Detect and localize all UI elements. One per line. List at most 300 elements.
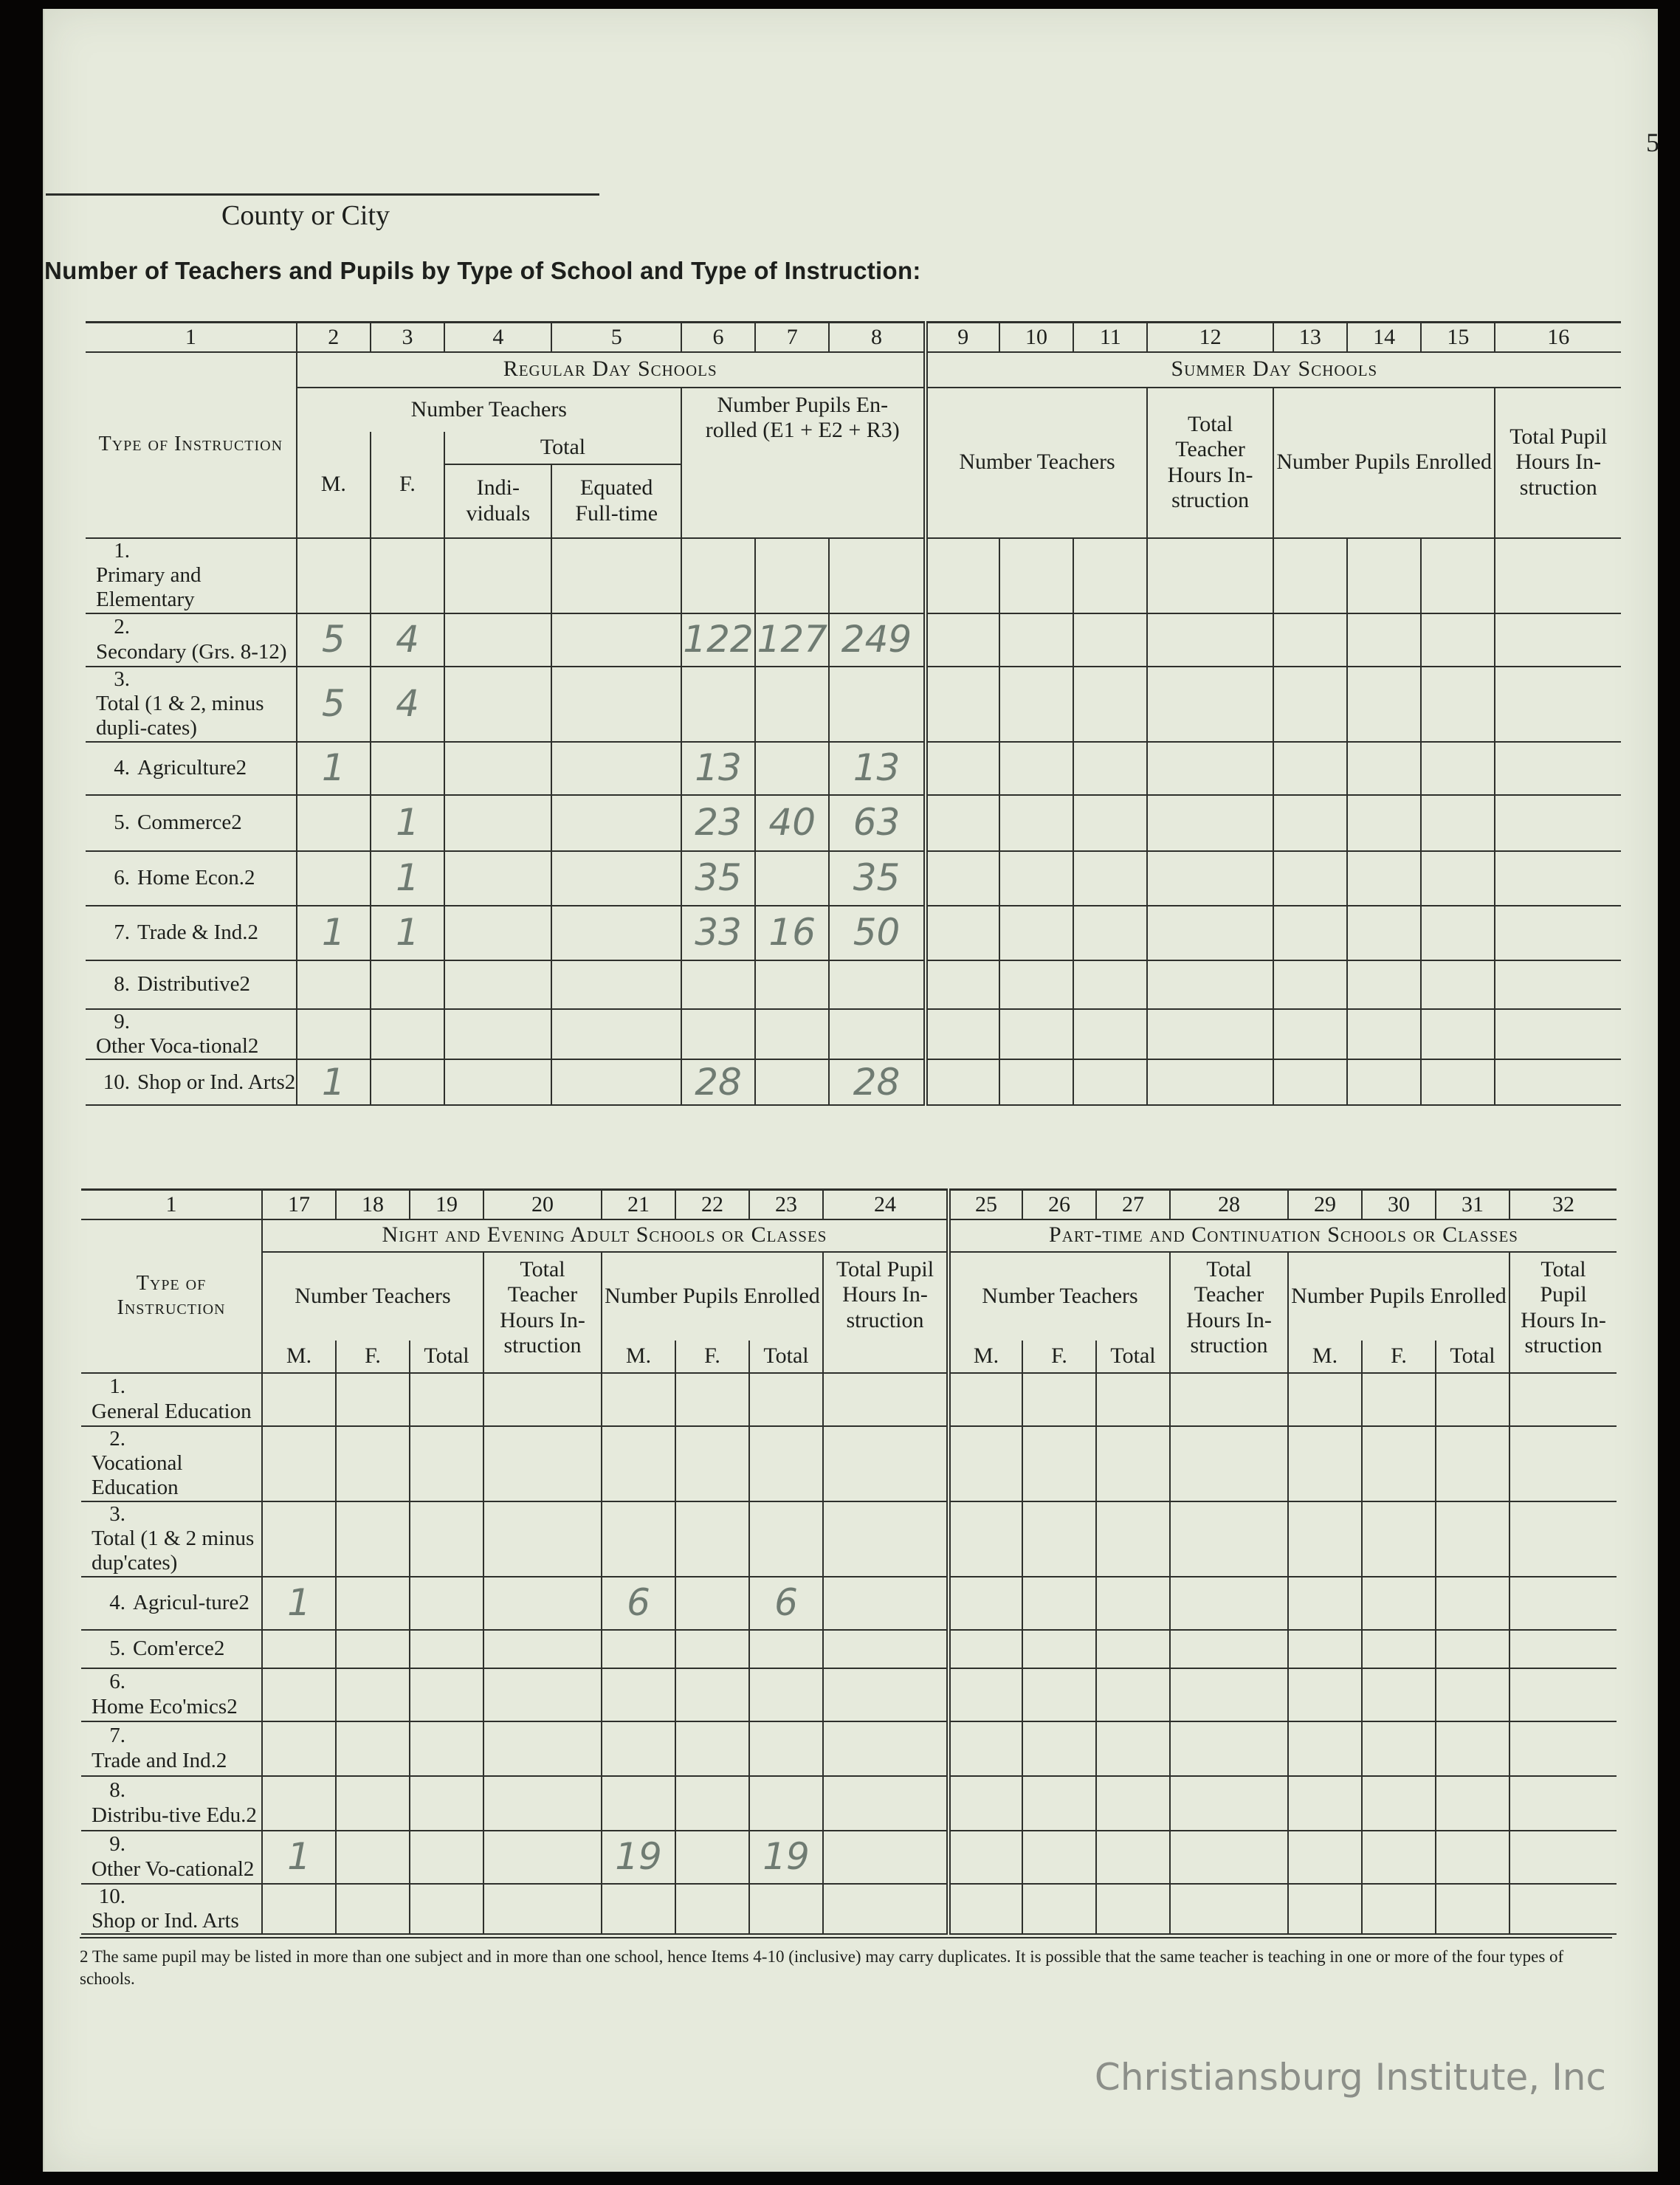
entry-cell[interactable]: [602, 1776, 675, 1831]
entry-cell[interactable]: [675, 1776, 749, 1831]
entry-cell[interactable]: [297, 851, 371, 906]
entry-cell[interactable]: [444, 851, 551, 906]
entry-cell[interactable]: [999, 851, 1073, 906]
entry-cell[interactable]: [1362, 1630, 1436, 1668]
entry-cell[interactable]: [551, 1009, 681, 1060]
entry-cell[interactable]: [371, 1009, 444, 1060]
entry-cell[interactable]: [1421, 851, 1495, 906]
entry-cell[interactable]: [926, 539, 999, 613]
entry-cell[interactable]: [1022, 1668, 1096, 1721]
entry-cell[interactable]: [949, 1373, 1022, 1426]
entry-cell[interactable]: [483, 1577, 602, 1630]
entry-cell[interactable]: [1495, 960, 1621, 1009]
entry-cell[interactable]: [410, 1884, 483, 1935]
entry-cell[interactable]: [297, 1059, 371, 1105]
entry-cell[interactable]: [1421, 1059, 1495, 1105]
entry-cell[interactable]: [681, 960, 755, 1009]
entry-cell[interactable]: [1073, 613, 1147, 667]
entry-cell[interactable]: [926, 795, 999, 851]
entry-cell[interactable]: [1362, 1721, 1436, 1776]
entry-cell[interactable]: [1147, 960, 1273, 1009]
entry-cell[interactable]: [926, 1059, 999, 1105]
entry-cell[interactable]: [1288, 1630, 1362, 1668]
entry-cell[interactable]: [1347, 906, 1421, 960]
entry-cell[interactable]: [1495, 539, 1621, 613]
entry-cell[interactable]: [1495, 613, 1621, 667]
entry-cell[interactable]: [681, 1059, 755, 1105]
entry-cell[interactable]: [949, 1426, 1022, 1501]
entry-cell[interactable]: [1495, 742, 1621, 795]
entry-cell[interactable]: [262, 1668, 336, 1721]
entry-cell[interactable]: [1022, 1577, 1096, 1630]
entry-cell[interactable]: [681, 539, 755, 613]
entry-cell[interactable]: [1022, 1373, 1096, 1426]
entry-cell[interactable]: [1170, 1630, 1288, 1668]
entry-cell[interactable]: [1170, 1668, 1288, 1721]
entry-cell[interactable]: [1288, 1501, 1362, 1577]
entry-cell[interactable]: [829, 539, 925, 613]
entry-cell[interactable]: [1362, 1577, 1436, 1630]
entry-cell[interactable]: [1509, 1373, 1617, 1426]
entry-cell[interactable]: [823, 1721, 949, 1776]
entry-cell[interactable]: [483, 1668, 602, 1721]
entry-cell[interactable]: [1096, 1577, 1170, 1630]
entry-cell[interactable]: [297, 1009, 371, 1060]
entry-cell[interactable]: [1273, 613, 1347, 667]
entry-cell[interactable]: [1288, 1577, 1362, 1630]
entry-cell[interactable]: [755, 1059, 829, 1105]
entry-cell[interactable]: [410, 1630, 483, 1668]
entry-cell[interactable]: [1022, 1501, 1096, 1577]
entry-cell[interactable]: [1273, 742, 1347, 795]
entry-cell[interactable]: [1022, 1776, 1096, 1831]
entry-cell[interactable]: [262, 1373, 336, 1426]
entry-cell[interactable]: [1073, 906, 1147, 960]
entry-cell[interactable]: [602, 1831, 675, 1884]
entry-cell[interactable]: [1170, 1426, 1288, 1501]
entry-cell[interactable]: [1073, 539, 1147, 613]
entry-cell[interactable]: [1509, 1721, 1617, 1776]
entry-cell[interactable]: [675, 1373, 749, 1426]
entry-cell[interactable]: [297, 742, 371, 795]
entry-cell[interactable]: [410, 1721, 483, 1776]
entry-cell[interactable]: [1147, 742, 1273, 795]
entry-cell[interactable]: [926, 851, 999, 906]
entry-cell[interactable]: [1362, 1831, 1436, 1884]
entry-cell[interactable]: [999, 539, 1073, 613]
entry-cell[interactable]: [823, 1630, 949, 1668]
entry-cell[interactable]: [336, 1668, 410, 1721]
entry-cell[interactable]: [1273, 795, 1347, 851]
entry-cell[interactable]: [1436, 1831, 1509, 1884]
entry-cell[interactable]: [1073, 667, 1147, 742]
entry-cell[interactable]: [1096, 1831, 1170, 1884]
entry-cell[interactable]: [1347, 1059, 1421, 1105]
entry-cell[interactable]: [371, 960, 444, 1009]
entry-cell[interactable]: [483, 1831, 602, 1884]
entry-cell[interactable]: [262, 1577, 336, 1630]
entry-cell[interactable]: [823, 1501, 949, 1577]
entry-cell[interactable]: [410, 1373, 483, 1426]
entry-cell[interactable]: [829, 960, 925, 1009]
entry-cell[interactable]: [749, 1630, 823, 1668]
entry-cell[interactable]: [829, 742, 925, 795]
entry-cell[interactable]: [749, 1577, 823, 1630]
entry-cell[interactable]: [926, 613, 999, 667]
entry-cell[interactable]: [926, 960, 999, 1009]
entry-cell[interactable]: [1436, 1577, 1509, 1630]
entry-cell[interactable]: [262, 1501, 336, 1577]
entry-cell[interactable]: [681, 667, 755, 742]
entry-cell[interactable]: [1495, 1059, 1621, 1105]
entry-cell[interactable]: [675, 1884, 749, 1935]
entry-cell[interactable]: [602, 1373, 675, 1426]
entry-cell[interactable]: [755, 960, 829, 1009]
entry-cell[interactable]: [1096, 1884, 1170, 1935]
entry-cell[interactable]: [336, 1884, 410, 1935]
entry-cell[interactable]: [1147, 1009, 1273, 1060]
entry-cell[interactable]: [551, 851, 681, 906]
entry-cell[interactable]: [1273, 960, 1347, 1009]
entry-cell[interactable]: [1273, 1059, 1347, 1105]
entry-cell[interactable]: [1147, 851, 1273, 906]
entry-cell[interactable]: [336, 1831, 410, 1884]
entry-cell[interactable]: [483, 1884, 602, 1935]
entry-cell[interactable]: [926, 742, 999, 795]
entry-cell[interactable]: [336, 1630, 410, 1668]
entry-cell[interactable]: [444, 1009, 551, 1060]
entry-cell[interactable]: [749, 1426, 823, 1501]
entry-cell[interactable]: [1022, 1884, 1096, 1935]
entry-cell[interactable]: [1288, 1373, 1362, 1426]
entry-cell[interactable]: [262, 1776, 336, 1831]
entry-cell[interactable]: [755, 742, 829, 795]
entry-cell[interactable]: [755, 795, 829, 851]
entry-cell[interactable]: [1509, 1884, 1617, 1935]
entry-cell[interactable]: [1273, 539, 1347, 613]
entry-cell[interactable]: [602, 1668, 675, 1721]
entry-cell[interactable]: [1022, 1630, 1096, 1668]
entry-cell[interactable]: [749, 1721, 823, 1776]
entry-cell[interactable]: [1495, 667, 1621, 742]
entry-cell[interactable]: [336, 1501, 410, 1577]
entry-cell[interactable]: [926, 667, 999, 742]
entry-cell[interactable]: [262, 1426, 336, 1501]
entry-cell[interactable]: [999, 667, 1073, 742]
entry-cell[interactable]: [297, 539, 371, 613]
entry-cell[interactable]: [262, 1831, 336, 1884]
entry-cell[interactable]: [551, 613, 681, 667]
entry-cell[interactable]: [1509, 1426, 1617, 1501]
entry-cell[interactable]: [1288, 1721, 1362, 1776]
entry-cell[interactable]: [949, 1884, 1022, 1935]
entry-cell[interactable]: [1347, 1009, 1421, 1060]
entry-cell[interactable]: [1509, 1668, 1617, 1721]
entry-cell[interactable]: [336, 1426, 410, 1501]
entry-cell[interactable]: [749, 1776, 823, 1831]
entry-cell[interactable]: [444, 795, 551, 851]
entry-cell[interactable]: [949, 1577, 1022, 1630]
entry-cell[interactable]: [602, 1577, 675, 1630]
entry-cell[interactable]: [551, 906, 681, 960]
entry-cell[interactable]: [551, 795, 681, 851]
entry-cell[interactable]: [1362, 1426, 1436, 1501]
entry-cell[interactable]: [755, 906, 829, 960]
entry-cell[interactable]: [829, 1009, 925, 1060]
entry-cell[interactable]: [1436, 1668, 1509, 1721]
entry-cell[interactable]: [371, 851, 444, 906]
entry-cell[interactable]: [999, 960, 1073, 1009]
entry-cell[interactable]: [444, 906, 551, 960]
entry-cell[interactable]: [1421, 742, 1495, 795]
entry-cell[interactable]: [1509, 1577, 1617, 1630]
entry-cell[interactable]: [483, 1426, 602, 1501]
entry-cell[interactable]: [999, 1059, 1073, 1105]
entry-cell[interactable]: [1362, 1776, 1436, 1831]
entry-cell[interactable]: [551, 667, 681, 742]
entry-cell[interactable]: [336, 1373, 410, 1426]
entry-cell[interactable]: [755, 539, 829, 613]
entry-cell[interactable]: [1073, 960, 1147, 1009]
entry-cell[interactable]: [1509, 1776, 1617, 1831]
entry-cell[interactable]: [1273, 906, 1347, 960]
entry-cell[interactable]: [371, 795, 444, 851]
entry-cell[interactable]: [297, 960, 371, 1009]
entry-cell[interactable]: [1096, 1776, 1170, 1831]
entry-cell[interactable]: [926, 1009, 999, 1060]
entry-cell[interactable]: [1096, 1501, 1170, 1577]
entry-cell[interactable]: [829, 1059, 925, 1105]
entry-cell[interactable]: [444, 742, 551, 795]
entry-cell[interactable]: [749, 1884, 823, 1935]
entry-cell[interactable]: [602, 1721, 675, 1776]
entry-cell[interactable]: [823, 1776, 949, 1831]
entry-cell[interactable]: [1347, 539, 1421, 613]
entry-cell[interactable]: [483, 1373, 602, 1426]
entry-cell[interactable]: [551, 742, 681, 795]
entry-cell[interactable]: [755, 613, 829, 667]
entry-cell[interactable]: [262, 1630, 336, 1668]
entry-cell[interactable]: [371, 1059, 444, 1105]
entry-cell[interactable]: [483, 1501, 602, 1577]
entry-cell[interactable]: [1147, 1059, 1273, 1105]
entry-cell[interactable]: [1273, 851, 1347, 906]
entry-cell[interactable]: [1147, 613, 1273, 667]
entry-cell[interactable]: [371, 613, 444, 667]
entry-cell[interactable]: [1022, 1426, 1096, 1501]
entry-cell[interactable]: [755, 1009, 829, 1060]
entry-cell[interactable]: [829, 795, 925, 851]
entry-cell[interactable]: [1096, 1668, 1170, 1721]
entry-cell[interactable]: [336, 1577, 410, 1630]
entry-cell[interactable]: [371, 906, 444, 960]
entry-cell[interactable]: [602, 1630, 675, 1668]
entry-cell[interactable]: [1170, 1831, 1288, 1884]
entry-cell[interactable]: [949, 1721, 1022, 1776]
entry-cell[interactable]: [1495, 1009, 1621, 1060]
entry-cell[interactable]: [483, 1721, 602, 1776]
entry-cell[interactable]: [1096, 1630, 1170, 1668]
entry-cell[interactable]: [1170, 1776, 1288, 1831]
entry-cell[interactable]: [999, 1009, 1073, 1060]
entry-cell[interactable]: [1288, 1668, 1362, 1721]
entry-cell[interactable]: [410, 1577, 483, 1630]
entry-cell[interactable]: [749, 1373, 823, 1426]
entry-cell[interactable]: [1170, 1373, 1288, 1426]
entry-cell[interactable]: [410, 1668, 483, 1721]
entry-cell[interactable]: [949, 1630, 1022, 1668]
entry-cell[interactable]: [371, 667, 444, 742]
entry-cell[interactable]: [1421, 1009, 1495, 1060]
entry-cell[interactable]: [483, 1630, 602, 1668]
entry-cell[interactable]: [262, 1884, 336, 1935]
entry-cell[interactable]: [681, 613, 755, 667]
entry-cell[interactable]: [410, 1776, 483, 1831]
entry-cell[interactable]: [681, 851, 755, 906]
entry-cell[interactable]: [675, 1501, 749, 1577]
entry-cell[interactable]: [675, 1426, 749, 1501]
entry-cell[interactable]: [829, 906, 925, 960]
entry-cell[interactable]: [999, 742, 1073, 795]
entry-cell[interactable]: [1362, 1373, 1436, 1426]
entry-cell[interactable]: [297, 906, 371, 960]
entry-cell[interactable]: [949, 1831, 1022, 1884]
entry-cell[interactable]: [336, 1721, 410, 1776]
entry-cell[interactable]: [681, 795, 755, 851]
entry-cell[interactable]: [1288, 1884, 1362, 1935]
entry-cell[interactable]: [1421, 906, 1495, 960]
entry-cell[interactable]: [1436, 1501, 1509, 1577]
entry-cell[interactable]: [823, 1373, 949, 1426]
entry-cell[interactable]: [444, 613, 551, 667]
entry-cell[interactable]: [823, 1577, 949, 1630]
entry-cell[interactable]: [1347, 851, 1421, 906]
entry-cell[interactable]: [1436, 1721, 1509, 1776]
entry-cell[interactable]: [1347, 667, 1421, 742]
entry-cell[interactable]: [1436, 1884, 1509, 1935]
entry-cell[interactable]: [1170, 1721, 1288, 1776]
entry-cell[interactable]: [1421, 539, 1495, 613]
entry-cell[interactable]: [1347, 795, 1421, 851]
entry-cell[interactable]: [823, 1831, 949, 1884]
entry-cell[interactable]: [675, 1577, 749, 1630]
entry-cell[interactable]: [1073, 1009, 1147, 1060]
entry-cell[interactable]: [755, 851, 829, 906]
entry-cell[interactable]: [483, 1776, 602, 1831]
entry-cell[interactable]: [1509, 1831, 1617, 1884]
entry-cell[interactable]: [297, 613, 371, 667]
entry-cell[interactable]: [1347, 960, 1421, 1009]
entry-cell[interactable]: [336, 1776, 410, 1831]
entry-cell[interactable]: [1436, 1373, 1509, 1426]
entry-cell[interactable]: [829, 667, 925, 742]
entry-cell[interactable]: [1347, 613, 1421, 667]
entry-cell[interactable]: [1495, 851, 1621, 906]
entry-cell[interactable]: [1509, 1630, 1617, 1668]
entry-cell[interactable]: [829, 851, 925, 906]
entry-cell[interactable]: [1495, 906, 1621, 960]
entry-cell[interactable]: [749, 1831, 823, 1884]
entry-cell[interactable]: [1073, 742, 1147, 795]
entry-cell[interactable]: [1170, 1884, 1288, 1935]
entry-cell[interactable]: [551, 539, 681, 613]
entry-cell[interactable]: [999, 613, 1073, 667]
entry-cell[interactable]: [1096, 1721, 1170, 1776]
entry-cell[interactable]: [1273, 667, 1347, 742]
entry-cell[interactable]: [262, 1721, 336, 1776]
entry-cell[interactable]: [1073, 795, 1147, 851]
entry-cell[interactable]: [681, 742, 755, 795]
entry-cell[interactable]: [444, 667, 551, 742]
entry-cell[interactable]: [675, 1831, 749, 1884]
entry-cell[interactable]: [1436, 1426, 1509, 1501]
entry-cell[interactable]: [1436, 1776, 1509, 1831]
entry-cell[interactable]: [444, 960, 551, 1009]
entry-cell[interactable]: [675, 1630, 749, 1668]
entry-cell[interactable]: [1096, 1373, 1170, 1426]
entry-cell[interactable]: [1347, 742, 1421, 795]
entry-cell[interactable]: [297, 795, 371, 851]
entry-cell[interactable]: [999, 906, 1073, 960]
entry-cell[interactable]: [602, 1501, 675, 1577]
entry-cell[interactable]: [1022, 1721, 1096, 1776]
entry-cell[interactable]: [1273, 1009, 1347, 1060]
entry-cell[interactable]: [602, 1884, 675, 1935]
entry-cell[interactable]: [749, 1668, 823, 1721]
entry-cell[interactable]: [1362, 1668, 1436, 1721]
entry-cell[interactable]: [949, 1668, 1022, 1721]
entry-cell[interactable]: [1509, 1501, 1617, 1577]
entry-cell[interactable]: [675, 1668, 749, 1721]
entry-cell[interactable]: [1147, 906, 1273, 960]
entry-cell[interactable]: [1170, 1577, 1288, 1630]
entry-cell[interactable]: [1147, 539, 1273, 613]
entry-cell[interactable]: [444, 539, 551, 613]
entry-cell[interactable]: [823, 1668, 949, 1721]
entry-cell[interactable]: [749, 1501, 823, 1577]
entry-cell[interactable]: [1288, 1831, 1362, 1884]
entry-cell[interactable]: [949, 1776, 1022, 1831]
entry-cell[interactable]: [949, 1501, 1022, 1577]
entry-cell[interactable]: [410, 1831, 483, 1884]
entry-cell[interactable]: [371, 539, 444, 613]
entry-cell[interactable]: [297, 667, 371, 742]
entry-cell[interactable]: [823, 1426, 949, 1501]
entry-cell[interactable]: [1073, 851, 1147, 906]
entry-cell[interactable]: [1421, 795, 1495, 851]
entry-cell[interactable]: [1421, 960, 1495, 1009]
entry-cell[interactable]: [681, 1009, 755, 1060]
entry-cell[interactable]: [551, 1059, 681, 1105]
entry-cell[interactable]: [1362, 1501, 1436, 1577]
entry-cell[interactable]: [1436, 1630, 1509, 1668]
entry-cell[interactable]: [829, 613, 925, 667]
entry-cell[interactable]: [926, 906, 999, 960]
entry-cell[interactable]: [1170, 1501, 1288, 1577]
entry-cell[interactable]: [823, 1884, 949, 1935]
entry-cell[interactable]: [551, 960, 681, 1009]
entry-cell[interactable]: [410, 1501, 483, 1577]
entry-cell[interactable]: [675, 1721, 749, 1776]
entry-cell[interactable]: [1362, 1884, 1436, 1935]
entry-cell[interactable]: [1288, 1426, 1362, 1501]
entry-cell[interactable]: [371, 742, 444, 795]
entry-cell[interactable]: [410, 1426, 483, 1501]
entry-cell[interactable]: [1073, 1059, 1147, 1105]
entry-cell[interactable]: [1288, 1776, 1362, 1831]
entry-cell[interactable]: [999, 795, 1073, 851]
entry-cell[interactable]: [1495, 795, 1621, 851]
